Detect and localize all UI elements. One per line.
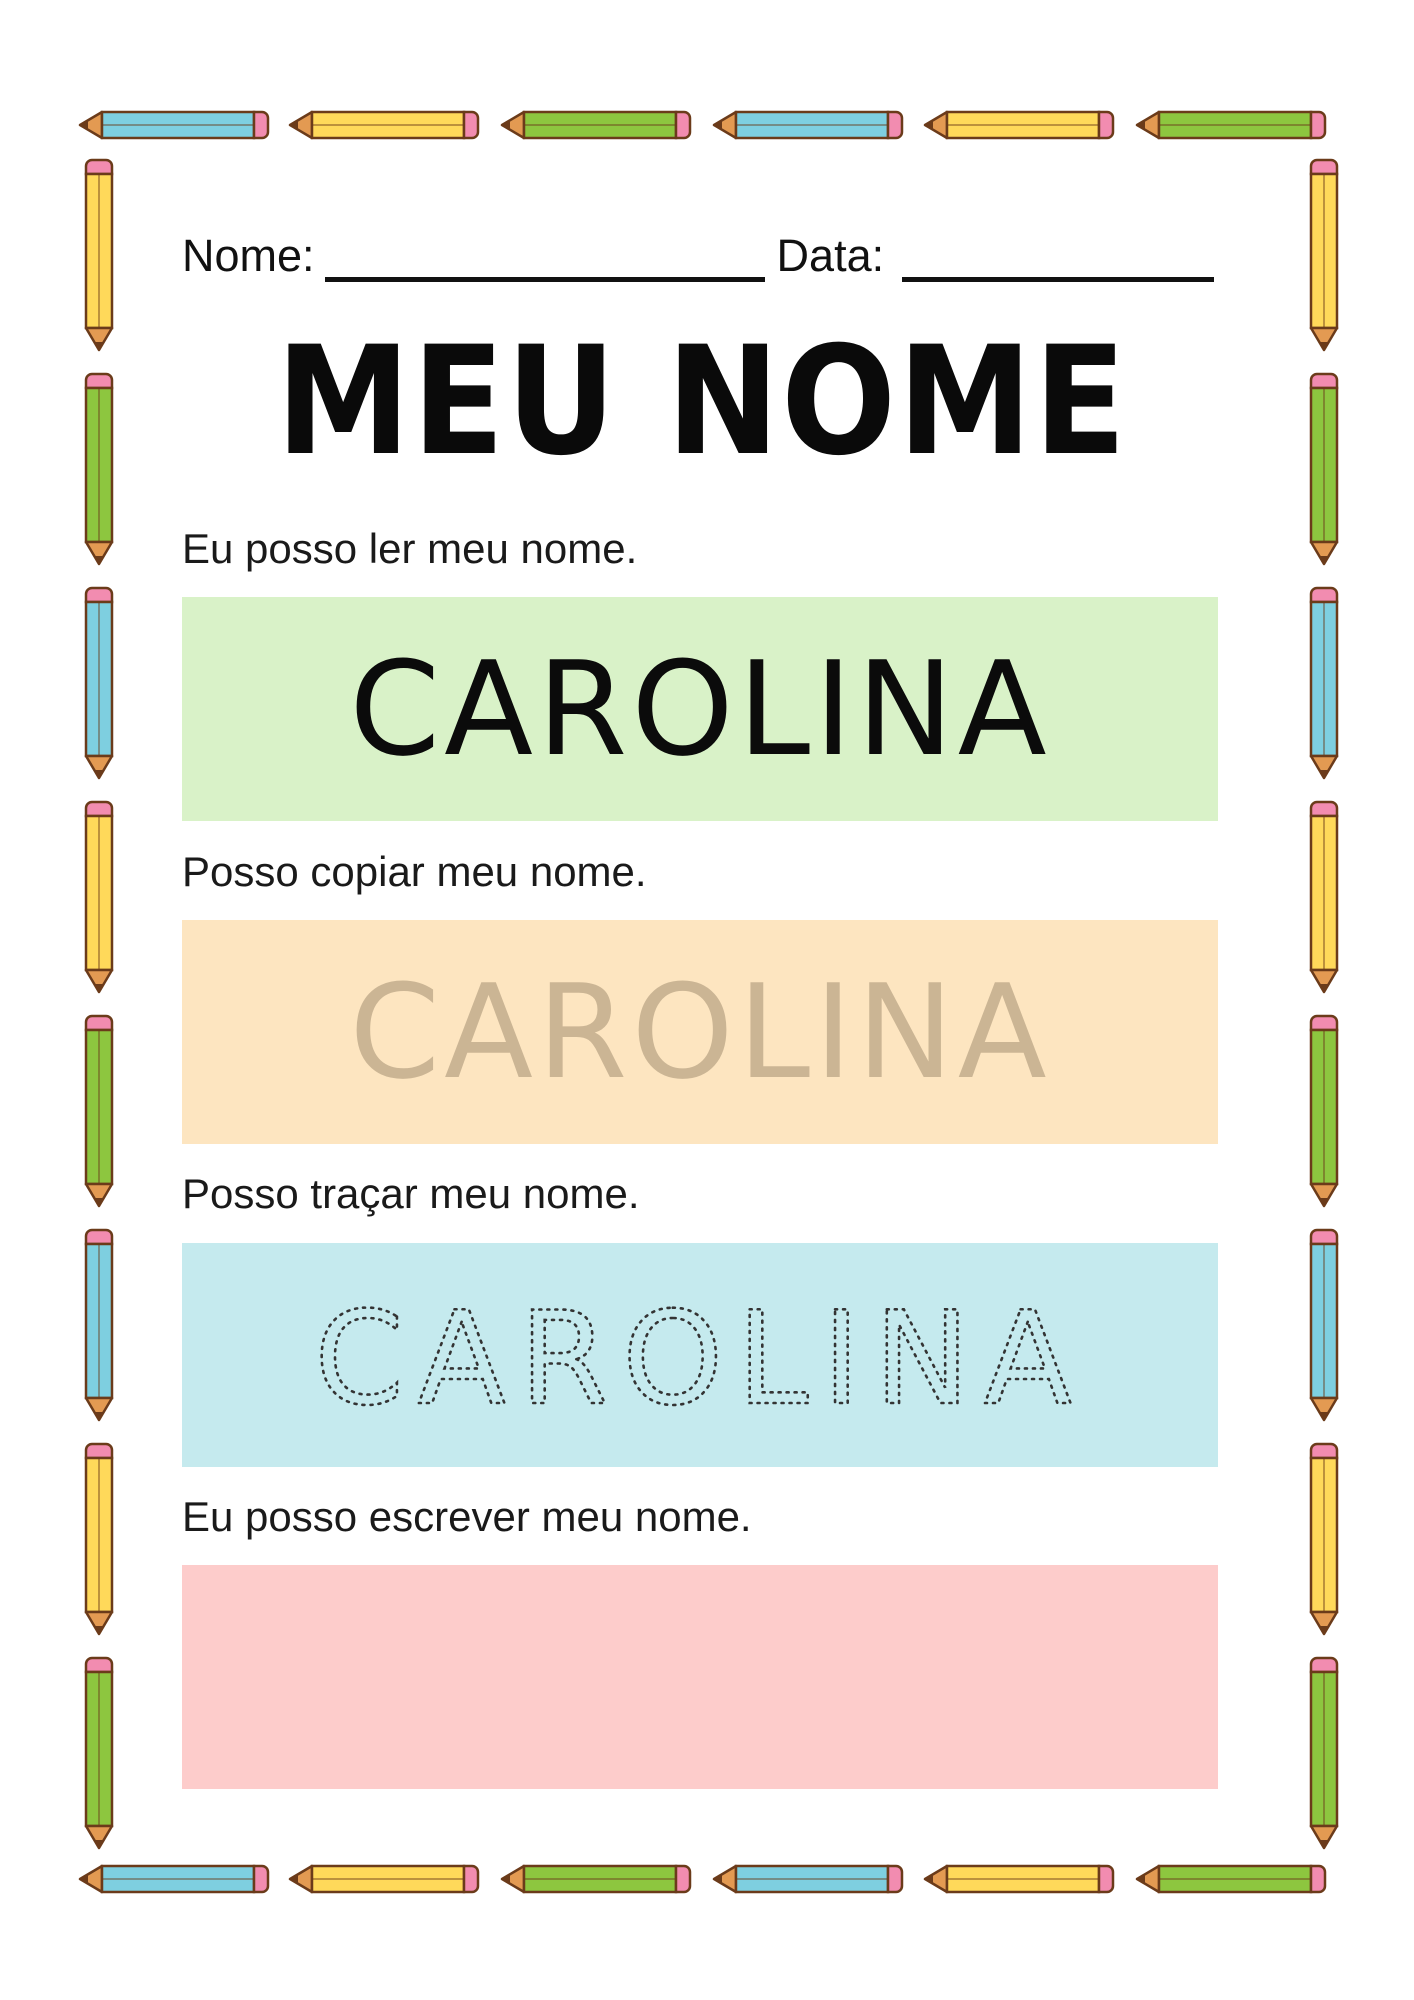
instruction-read: Eu posso ler meu nome. <box>182 525 638 572</box>
name-word-dotted-svg <box>182 1243 1218 1467</box>
name-word-dotted: CAROLINA <box>314 1285 1086 1434</box>
name-band-read <box>182 597 1218 821</box>
name-word-faded: CAROLINA <box>349 956 1051 1108</box>
pencil-icon <box>1311 374 1337 564</box>
pencil-icon <box>80 1866 268 1892</box>
pencil-icon <box>502 1866 690 1892</box>
pencil-icon <box>1311 1444 1337 1634</box>
header-line <box>182 222 1222 282</box>
pencil-icon <box>1311 588 1337 778</box>
pencil-icon <box>1311 802 1337 992</box>
instruction-copy: Posso copiar meu nome. <box>182 848 647 895</box>
pencil-icon <box>86 802 112 992</box>
name-word-solid: CAROLINA <box>349 633 1051 785</box>
pencil-icon <box>1137 1866 1325 1892</box>
pencil-icon <box>86 1230 112 1420</box>
pencil-icon <box>925 112 1113 138</box>
pencil-icon <box>925 1866 1113 1892</box>
date-blank-line[interactable] <box>902 231 1214 282</box>
date-label: Data: <box>776 230 885 281</box>
pencil-icon <box>86 1444 112 1634</box>
pencil-icon <box>1137 112 1325 138</box>
pencil-icon <box>290 112 478 138</box>
pencil-icon <box>86 1016 112 1206</box>
pencil-icon <box>86 1658 112 1848</box>
instruction-write: Eu posso escrever meu nome. <box>182 1493 752 1540</box>
name-blank-line[interactable] <box>325 231 765 282</box>
pencil-icon <box>290 1866 478 1892</box>
instruction-trace: Posso traçar meu nome. <box>182 1170 640 1217</box>
name-band-trace[interactable] <box>182 1243 1218 1467</box>
pencil-icon <box>714 112 902 138</box>
name-band-copy[interactable] <box>182 920 1218 1144</box>
pencil-icon <box>502 112 690 138</box>
pencil-icon <box>1311 160 1337 350</box>
pencil-icon <box>1311 1230 1337 1420</box>
pencil-icon <box>714 1866 902 1892</box>
name-band-write[interactable] <box>182 1565 1218 1789</box>
pencil-icon <box>86 160 112 350</box>
pencil-icon <box>1311 1658 1337 1848</box>
page-title: MEU NOME <box>276 315 1128 489</box>
pencil-icon <box>80 112 268 138</box>
pencil-icon <box>1311 1016 1337 1206</box>
pencil-icon <box>86 588 112 778</box>
name-label: Nome: <box>182 230 315 281</box>
pencil-icon <box>86 374 112 564</box>
